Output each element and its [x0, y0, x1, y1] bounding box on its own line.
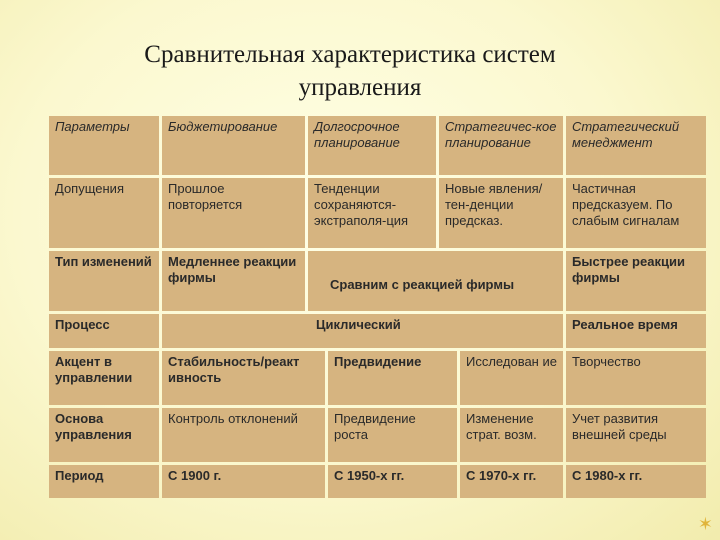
header-strategic-management: Стратегический менеджмент [566, 116, 706, 175]
basis-strategic-planning: Изменение страт. возм. [460, 408, 563, 462]
header-parameters: Параметры [49, 116, 159, 175]
row-label-emphasis: Акцент в управлении [49, 351, 159, 405]
emphasis-budgeting: Стабильность/реакт ивность [162, 351, 325, 405]
process-real-time: Реальное время [566, 314, 706, 348]
header-budgeting: Бюджетирование [162, 116, 305, 175]
row-label-process: Процесс [49, 314, 159, 348]
title-line-2: управления [298, 74, 422, 101]
assumptions-strategic-planning: Новые явления/ тен-денции предсказ. [439, 178, 563, 248]
period-strategic-planning: С 1970-х гг. [460, 465, 563, 498]
change-type-planning: Сравним с реакцией фирмы [308, 251, 563, 311]
emphasis-strategic-management: Творчество [566, 351, 706, 405]
header-strategic-planning: Стратегичес-кое планирование [439, 116, 563, 175]
period-budgeting: С 1900 г. [162, 465, 325, 498]
basis-strategic-management: Учет развития внешней среды [566, 408, 706, 462]
emphasis-long-term: Предвидение [328, 351, 457, 405]
basis-budgeting: Контроль отклонений [162, 408, 325, 462]
emphasis-strategic-planning: Исследован ие [460, 351, 563, 405]
title-line-1: Сравнительная характеристика систем [144, 41, 556, 68]
row-label-assumptions: Допущения [49, 178, 159, 248]
star-icon: ✶ [697, 514, 713, 534]
period-strategic-management: С 1980-х гг. [566, 465, 706, 498]
basis-long-term: Предвидение роста [328, 408, 457, 462]
row-label-period: Период [49, 465, 159, 498]
change-type-strategic-management: Быстрее реакции фирмы [566, 251, 706, 311]
assumptions-budgeting: Прошлое повторяется [162, 178, 305, 248]
change-type-budgeting: Медленнее реакции фирмы [162, 251, 305, 311]
assumptions-long-term: Тенденции сохраняются-экстраполя-ция [308, 178, 436, 248]
header-long-term-planning: Долгосрочное планирование [308, 116, 436, 175]
period-long-term: С 1950-х гг. [328, 465, 457, 498]
row-label-basis: Основа управления [49, 408, 159, 462]
page-title [0, 38, 720, 104]
process-cyclic: Циклический [162, 314, 563, 348]
assumptions-strategic-management: Частичная предсказуем. По слабым сигналам [566, 178, 706, 248]
row-label-change-type: Тип изменений [49, 251, 159, 311]
